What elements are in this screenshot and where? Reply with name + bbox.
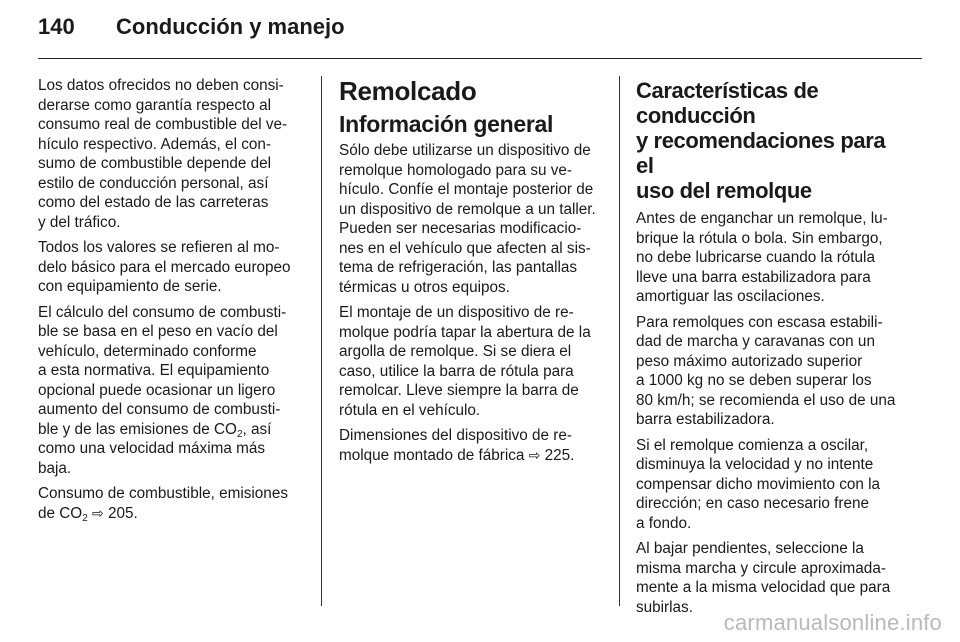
subsection-heading-general-info: Información general — [339, 111, 554, 137]
paragraph-emissions-reference — [38, 484, 306, 523]
consumption-calc-text-end: , así como una velocidad máxima más baja. — [38, 420, 272, 477]
paragraph-speed-limit: Para remolques con escasa estabili- dad de marcha y caravanas con un peso máximo autorizado superior a 1000 kg no se deben superar los 80 km/h; se recomienda el uso de una barra estabilizadora. — [636, 313, 896, 428]
paragraph-oscillation: Si el remolque comienza a oscilar, disminuya la velocidad y no intente compensar dicho movimiento con la dirección; en caso necesario frene a fondo. — [636, 436, 881, 532]
chapter-title: Conducción y manejo — [116, 14, 345, 39]
section-heading-towing: Remolcado — [339, 76, 477, 106]
column-3 — [636, 76, 906, 623]
paragraph-consumption-calc — [38, 303, 306, 479]
header-rule — [38, 58, 922, 59]
page-reference-link[interactable]: 225. — [544, 446, 575, 464]
paragraph-downhill: Al bajar pendientes, seleccione la misma marcha y circule aproximada- mente a la misma velocidad que para subirlas. — [636, 540, 891, 616]
page-header — [38, 14, 345, 48]
column-divider-2 — [619, 76, 620, 606]
section-heading-driving-characteristics: Características de conducción y recomendaciones para el uso del remolque — [636, 78, 886, 203]
column-2 — [339, 76, 607, 471]
watermark: carmanualsonline.info — [723, 610, 942, 635]
column-divider-1 — [321, 76, 322, 606]
paragraph-approved-device: Sólo debe utilizarse un dispositivo de remolque homologado para su ve- hículo. Confíe el montaje posterior de un dispositivo de remolque a un taller. Pueden ser necesarias modificacio- nes en el vehículo que afecten al sis- tema de refrigeración, las pantallas térmicas u otros equipos. — [339, 142, 596, 296]
consumption-calc-text: El cálculo del consumo de combusti- ble se basa en el peso en vacío del vehículo, determinado conforme a esta normativa. El equipamiento opcional puede ocasionar un ligero aumento del consumo de combusti- ble y de las emisiones de CO — [38, 303, 287, 438]
paragraph-base-model: Todos los valores se refieren al mo- delo básico para el mercado europeo con equipamiento de serie. — [38, 239, 291, 295]
co2-subscript: 2 — [236, 428, 243, 440]
page-reference-arrow-icon: ⇨ — [528, 446, 541, 463]
paragraph-lubrication: Antes de enganchar un remolque, lu- brique la rótula o bola. Sin embargo, no debe lubricarse cuando la rótula lleve una barra estabilizadora para amortiguar las oscilaciones. — [636, 210, 888, 305]
paragraph-towing-eye: El montaje de un dispositivo de re- molque podría tapar la abertura de la argolla de remolque. Si se diera el caso, utilice la barra de rótula para remolcar. Lleve siempre la barra de rótula en el vehículo. — [339, 304, 591, 419]
co2-subscript: 2 — [82, 512, 88, 524]
dimensions-text: Dimensiones del dispositivo de re- molque montado de fábrica — [339, 427, 572, 464]
column-1 — [38, 76, 306, 529]
page-reference-link[interactable]: 205. — [108, 504, 138, 522]
paragraph-fuel-disclaimer: Los datos ofrecidos no deben consi- derarse como garantía respecto al consumo real de combustible del ve- hículo respectivo. Además, el con- sumo de combustible depende del estilo de conducción personal, así como del estado de las carreteras y del tráfico. — [38, 77, 288, 231]
page-number: 140 — [38, 14, 75, 39]
paragraph-dimensions-reference — [339, 426, 607, 465]
emissions-text: Consumo de combustible, emisiones de CO — [38, 485, 288, 522]
page-reference-arrow-icon: ⇨ — [92, 504, 104, 521]
